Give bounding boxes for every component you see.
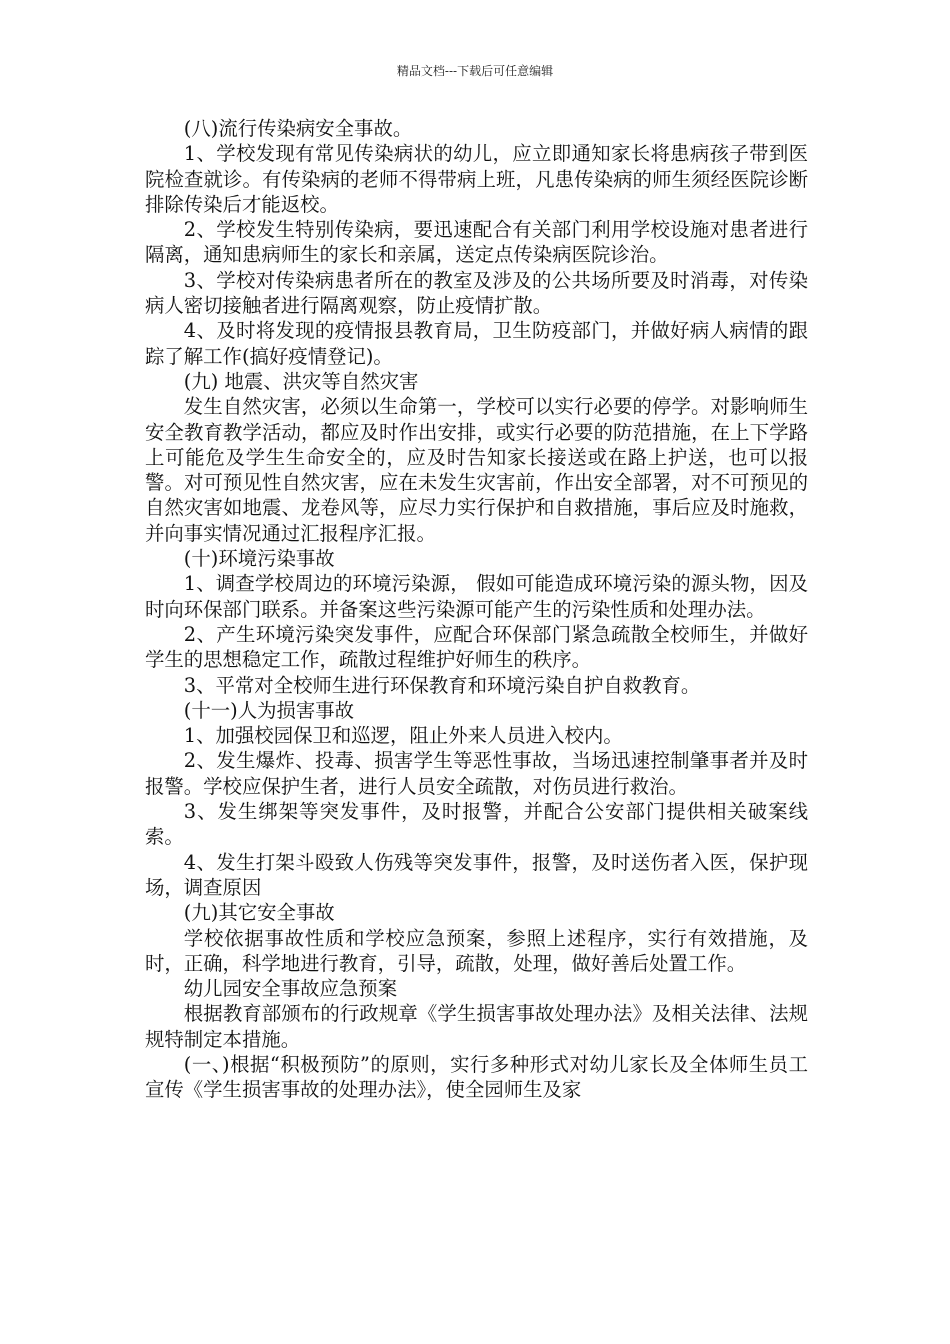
section-heading: (九) 地震、洪灾等自然灾害	[183, 369, 419, 393]
document-title: 幼儿园安全事故应急预案	[183, 977, 398, 1001]
section-heading: (九)其它安全事故	[183, 901, 335, 925]
paragraph: 3、发生绑架等突发事件，及时报警，并配合公安部门提供相关破案线索。	[145, 800, 808, 849]
section-heading: (八)流行传染病安全事故。	[183, 117, 413, 140]
paragraph: 1、加强校园保卫和巡逻，阻止外来人员进入校内。	[183, 724, 623, 748]
paragraph: 1、学校发现有常见传染病状的幼儿，应立即通知家长将患病孩子带到医院检查就诊。有传染病的老师不得带病上班，凡患传染病的师生须经医院诊断排除传染后才能返校。	[145, 142, 808, 216]
paragraph: 根据教育部颁布的行政规章《学生损害事故处理办法》及相关法律、法规规特制定本措施。	[145, 1002, 808, 1051]
paragraph: 4、发生打架斗殴致人伤残等突发事件，报警，及时送伤者入医，保护现场，调查原因	[145, 850, 808, 899]
paragraph: 学校依据事故性质和学校应急预案，参照上述程序，实行有效措施，及时，正确，科学地进行教育，引导，疏散，处理，做好善后处置工作。	[145, 926, 808, 975]
section-heading: (十一)人为损害事故	[183, 698, 355, 722]
page-header: 精品文档---下载后可任意编辑	[396, 64, 554, 78]
paragraph: 3、学校对传染病患者所在的教室及涉及的公共场所要及时消毒，对传染病人密切接触者进行隔离观察，防止疫情扩散。	[145, 268, 808, 318]
paragraph: 发生自然灾害，必须以生命第一，学校可以实行必要的停学。对影响师生安全教育教学活动，都应及时作出安排，或实行必要的防范措施，在上下学路上可能危及学生生命安全的，应及时告知家长接送或在路上护送，也可以报警。对可预见性自然灾害，应在未发生灾害前，作出安全部署，对不可预见的自然灾害如地震、龙卷风等，应尽力实行保护和自救措施，事后应及时施救，并向事实情况通过汇报程序汇报。	[145, 395, 808, 545]
paragraph: 2、发生爆炸、投毒、损害学生等恶性事故，当场迅速控制肇事者并及时报警。学校应保护生者，进行人员安全疏散，对伤员进行救治。	[145, 749, 808, 798]
paragraph: 4、及时将发现的疫情报县教育局，卫生防疫部门，并做好病人病情的跟踪了解工作(搞好疫情登记)。	[145, 319, 808, 368]
paragraph: 1、调查学校周边的环境污染源， 假如可能造成环境污染的源头物，因及时向环保部门联系。并备案这些污染源可能产生的污染性质和处理办法。	[145, 572, 808, 621]
paragraph: 3、平常对全校师生进行环保教育和环境污染自护自救教育。	[183, 673, 701, 697]
section-heading: (十)环境污染事故	[183, 547, 335, 571]
paragraph: 2、学校发生特别传染病，要迅速配合有关部门利用学校设施对患者进行隔离，通知患病师生的家长和亲属，送定点传染病医院诊治。	[145, 218, 808, 267]
document-body	[145, 116, 808, 1103]
paragraph: 2、产生环境污染突发事件，应配合环保部门紧急疏散全校师生，并做好学生的思想稳定工作，疏散过程维护好师生的秩序。	[145, 622, 808, 672]
paragraph: (一、)根据“积极预防”的原则，实行多种形式对幼儿家长及全体师生员工宣传《学生损害事故的处理办法》，使全园师生及家	[145, 1052, 808, 1102]
